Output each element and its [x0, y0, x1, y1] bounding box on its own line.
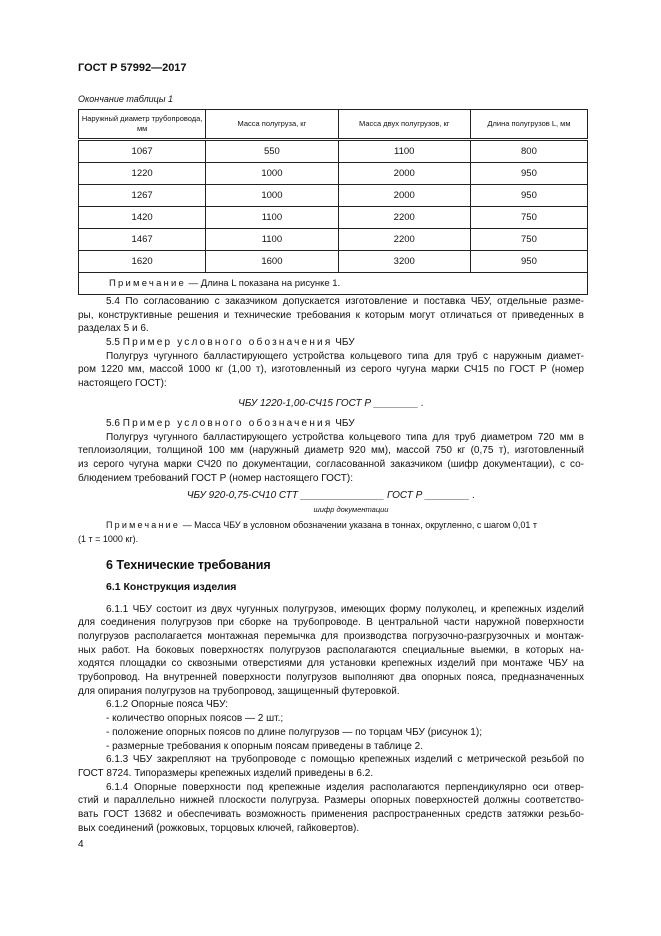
table-caption: Окончание таблицы 1 — [78, 94, 173, 104]
table-row — [79, 229, 588, 251]
table-note-row — [79, 273, 588, 295]
table-cell: 1600 — [206, 251, 338, 273]
text-line: 6.1.3 ЧБУ закрепляют на трубопроводе с помощью крепежных изделий с метрической резьбой по — [106, 754, 584, 766]
document-header: ГОСТ Р 57992—2017 — [78, 62, 187, 74]
table-cell: 800 — [470, 140, 587, 163]
table-cell: 1420 — [79, 207, 206, 229]
table-cell: 1267 — [79, 185, 206, 207]
text-line: ры, конструктивные решения и технические требования к которым могут отличаться от приведенных в — [78, 309, 584, 321]
data-table — [78, 109, 588, 295]
subsection-title: 5.6 Пример условного обозначения ЧБУ — [106, 417, 355, 429]
text-line: 6.1.1 ЧБУ состоит из двух чугунных полугрузов, имеющих форму полуколец, и крепежных изделий — [106, 603, 584, 615]
column-header: Масса двух полугрузов, кг — [338, 110, 470, 140]
text-line: трубопровод. На внутренней поверхности полугрузов выполняют два опорных пояса, предназначенных — [78, 672, 584, 684]
column-header: Наружный диаметр трубопровода, мм — [79, 110, 206, 140]
table-row — [79, 140, 588, 163]
note: Примечание — Масса ЧБУ в условном обозначении указана в тоннах, округленно, с шагом 0,01 т — [106, 520, 537, 531]
text-line: Полугруз чугунного балластирующего устройства кольцевого типа для труб диаметром 720 мм в — [106, 431, 584, 443]
text-line: 6.1.2 Опорные пояса ЧБУ: — [106, 699, 229, 711]
text-line: - положение опорных поясов по длине полугрузов — по торцам ЧБУ (рисунок 1); — [106, 726, 482, 738]
table-cell: 750 — [470, 207, 587, 229]
text-line: вых соединений (рожковых, торцовых ключей, гайковертов). — [78, 822, 360, 834]
text-line: ГОСТ 8724. Типоразмеры крепежных изделий приведены в 6.2. — [78, 767, 374, 779]
text-line: - размерные требования к опорным поясам приведены в таблице 2. — [106, 740, 424, 752]
text-line: стий и параллельно нижней плоскости полугруза. Размеры опорных поверхностей должны соответство- — [78, 795, 584, 807]
section-5-4 — [78, 295, 584, 852]
table-cell: 950 — [470, 163, 587, 185]
table-cell: 950 — [470, 185, 587, 207]
subsection-heading: 6.1 Конструкция изделия — [106, 580, 237, 593]
table-cell: 1000 — [206, 185, 338, 207]
text-line: ходятся площадки со сквозными отверстиями для установки крепежных изделий при монтаже ЧБУ на — [78, 658, 584, 670]
table-cell: 1000 — [206, 163, 338, 185]
text-line: разделах 5 и 6. — [78, 323, 149, 335]
column-header: Масса полугруза, кг — [206, 110, 338, 140]
table-cell: 1100 — [206, 229, 338, 251]
table-cell: 2200 — [338, 207, 470, 229]
text-line: 5.4 По согласованию с заказчиком допускается изготовление и поставка ЧБУ, отдельные разме- — [106, 296, 584, 307]
table-cell: 550 — [206, 140, 338, 163]
text-line: (1 т = 1000 кг). — [78, 533, 139, 544]
text-line: из серого чугуна марки СЧ20 по документации, согласованной заказчиком (шифр документации), с со- — [78, 458, 584, 470]
text-line: Полугруз чугунного балластирующего устройства кольцевого типа для труб с наружным диамет- — [106, 350, 584, 362]
table-cell: 1220 — [79, 163, 206, 185]
text-line: для соединения полугрузов при сборке на трубопроводе. В центральной части наружной поверхности — [78, 617, 584, 629]
table-row — [79, 207, 588, 229]
table-cell: 3200 — [338, 251, 470, 273]
text-line: полугрузов располагается монтажная перемычка для производства погрузочно-разгрузочных и монтаж- — [78, 631, 584, 642]
table-note: Примечание — Длина L показана на рисунке 1. — [79, 273, 588, 295]
table-cell: 1100 — [338, 140, 470, 163]
table-cell: 750 — [470, 229, 587, 251]
text-line: ных работ. На боковых поверхностях полугрузов располагаются специальные выемки, в которых на- — [78, 644, 584, 656]
column-header: Длина полугрузов L, мм — [470, 110, 587, 140]
text-line: для опирания полугрузов на трубопровод, защищенный футеровкой. — [78, 685, 400, 697]
text-line: ром 1220 мм, массой 1000 кг (1,00 т), изготовленный из серого чугуна марки СЧ15 по ГОСТ Р (номер — [78, 364, 584, 376]
table-cell: 1067 — [79, 140, 206, 163]
table-row — [79, 185, 588, 207]
table-cell: 950 — [470, 251, 587, 273]
subsection-title: 5.5 Пример условного обозначения ЧБУ — [106, 337, 355, 349]
text-line: 6.1.4 Опорные поверхности под крепежные изделия располагаются перпендикулярно оси отвер- — [106, 781, 584, 793]
table-row — [79, 163, 588, 185]
text-line: теплоизоляции, толщиной 100 мм (наружный диаметр 920 мм), массой 750 кг (0,75 т), изготовленный — [78, 445, 584, 457]
text-line: настоящего ГОСТ): — [78, 378, 167, 390]
table-cell: 2000 — [338, 185, 470, 207]
table-cell: 1620 — [79, 251, 206, 273]
designation-caption: шифр документации — [313, 505, 389, 515]
table-cell: 1467 — [79, 229, 206, 251]
table-header-row — [79, 110, 588, 140]
section-heading: 6 Технические требования — [106, 557, 271, 572]
designation-example: ЧБУ 920-0,75-СЧ10 СТТ _______________ ГОСТ Р ________ . — [186, 490, 476, 502]
text-line: вать ГОСТ 13682 и обеспечивать возможность применения распространенных средств затяжки резьбо- — [78, 808, 584, 820]
table-row — [79, 251, 588, 273]
table-cell: 1100 — [206, 207, 338, 229]
table-cell: 2000 — [338, 163, 470, 185]
table-cell: 2200 — [338, 229, 470, 251]
page-number: 4 — [78, 839, 84, 851]
designation-example: ЧБУ 1220-1,00-СЧ15 ГОСТ Р ________ . — [238, 397, 424, 409]
text-line: блюдением требований ГОСТ Р (номер настоящего ГОСТ): — [78, 472, 353, 484]
text-line: - количество опорных поясов — 2 шт.; — [106, 713, 284, 725]
